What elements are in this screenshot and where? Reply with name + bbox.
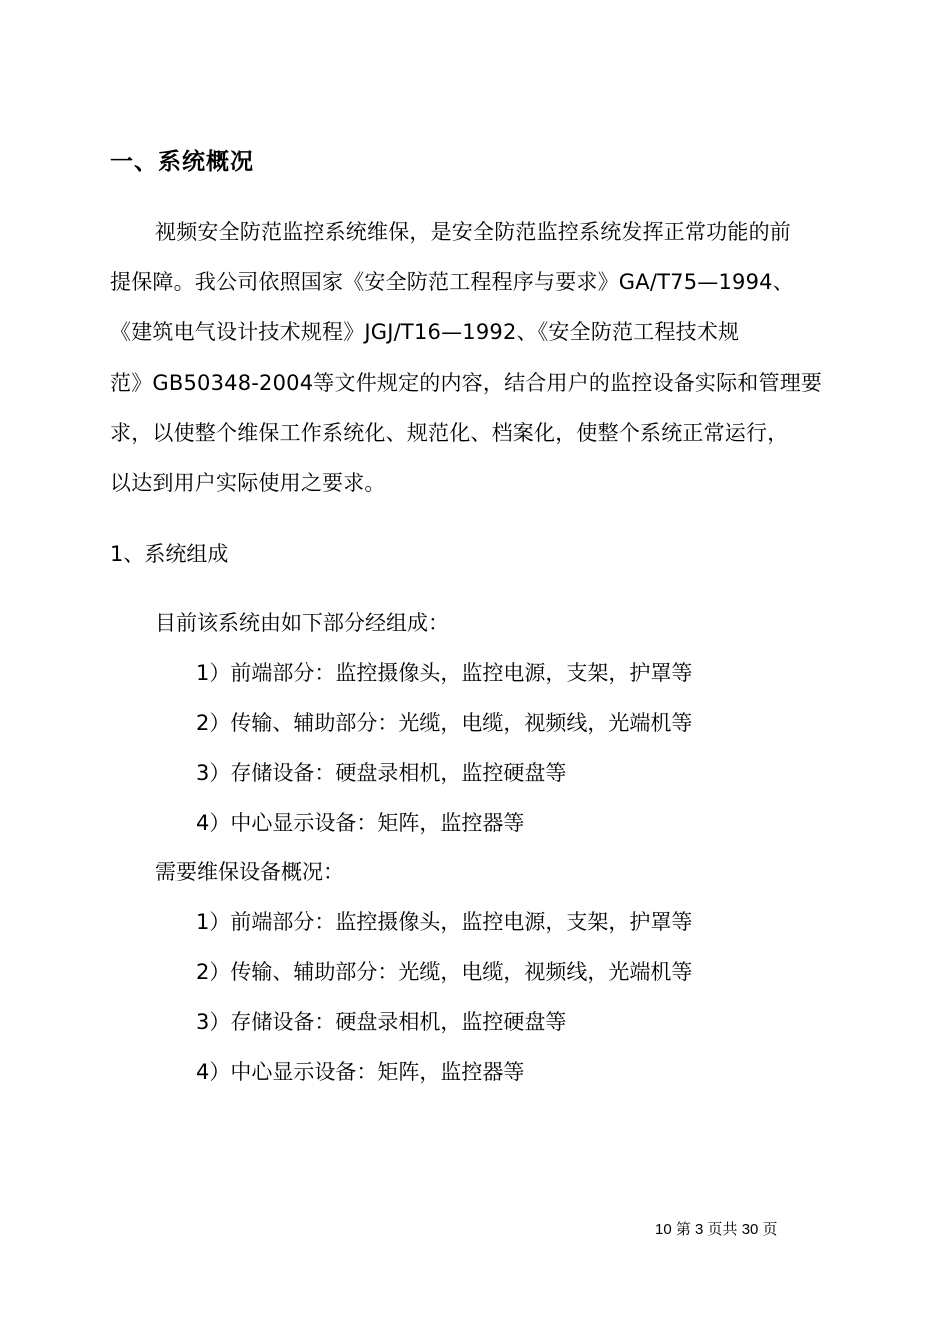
- maintenance-item-3: 3）存储设备：硬盘录相机，监控硬盘等: [196, 1010, 567, 1034]
- section-title: 一、系统概况: [110, 149, 254, 175]
- paragraph-line-1: 视频安全防范监控系统维保，是安全防范监控系统发挥正常功能的前: [155, 220, 791, 244]
- composition-item-4: 4）中心显示设备：矩阵，监控器等: [196, 811, 525, 835]
- composition-item-3: 3）存储设备：硬盘录相机，监控硬盘等: [196, 761, 567, 785]
- subsection-title: 1、系统组成: [110, 542, 229, 566]
- maintenance-item-1: 1）前端部分：监控摄像头，监控电源，支架，护罩等: [196, 910, 693, 934]
- paragraph-line-5: 求，以使整个维保工作系统化、规范化、档案化，使整个系统正常运行，: [110, 421, 789, 445]
- paragraph-line-6: 以达到用户实际使用之要求。: [110, 471, 386, 495]
- paragraph-line-4: 范》GB50348-2004等文件规定的内容，结合用户的监控设备实际和管理要: [110, 371, 823, 395]
- composition-item-2: 2）传输、辅助部分：光缆，电缆，视频线，光端机等: [196, 711, 693, 735]
- composition-item-1: 1）前端部分：监控摄像头，监控电源，支架，护罩等: [196, 661, 693, 685]
- paragraph-line-3: 《建筑电气设计技术规程》JGJ/T16—1992、《安全防范工程技术规: [110, 320, 740, 344]
- composition-intro: 目前该系统由如下部分经组成：: [155, 611, 449, 635]
- maintenance-item-4: 4）中心显示设备：矩阵，监控器等: [196, 1060, 525, 1084]
- maintenance-intro: 需要维保设备概况：: [155, 860, 344, 884]
- paragraph-line-2: 提保障。我公司依照国家《安全防范工程程序与要求》GA/T75—1994、: [110, 270, 794, 294]
- page-number-footer: 10 第 3 页共 30 页: [655, 1221, 778, 1238]
- maintenance-item-2: 2）传输、辅助部分：光缆，电缆，视频线，光端机等: [196, 960, 693, 984]
